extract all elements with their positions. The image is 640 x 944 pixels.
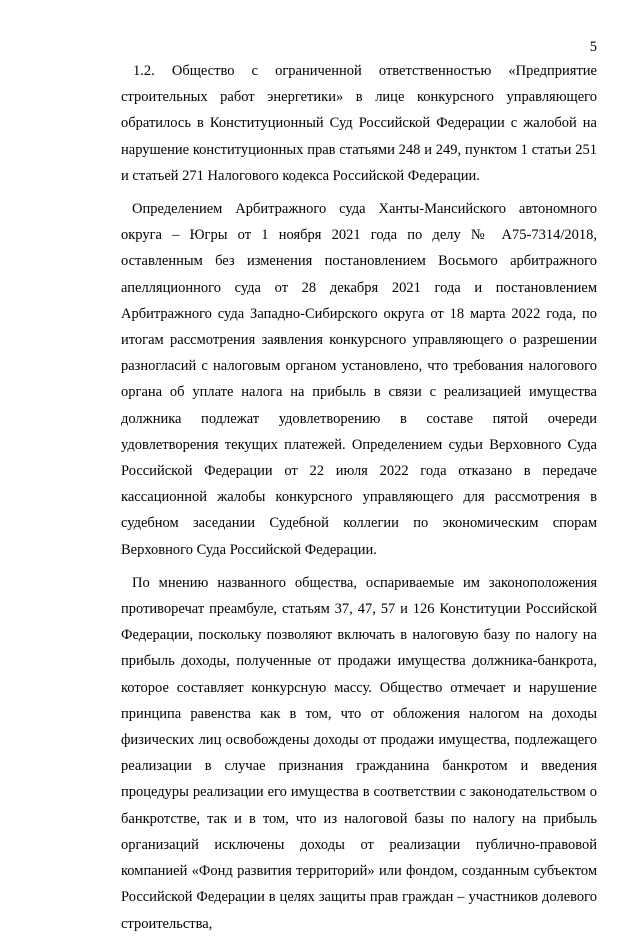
paragraph-1-2-complaint: 1.2. Общество с ограниченной ответственностью «Предприятие строительных работ энергетики» в лице конкурсного управляющего обратилось в Конституционный Суд Российской Федерации с жалобой на нарушение конституционных прав статьями 248 и 249, пунктом 1 статьи 251 и статьей 271 Налогового кодекса Российской Федерации. xyxy=(121,63,597,184)
paragraph-court-rulings: Определением Арбитражного суда Ханты-Мансийского автономного округа – Югры от 1 ноября 2021 года по делу № А75-7314/2018, оставленным без изменения постановлением Восьмого арбитражного апелляционного суда от 28 декабря 2021 года и постановлением Арбитражного суда Западно-Сибирского округа от 18 марта 2022 года, по итогам рассмотрения заявления конкурсного управляющего о разрешении разногласий с налоговым органом установлено, что требования налогового органа об уплате налога на прибыль в связи с реализацией имущества должника подлежат удовлетворению в составе пятой очереди удовлетворения текущих платежей. Определением судьи Верховного Суда Российской Федерации от 22 июля 2022 года отказано в передаче кассационной жалобы конкурсного управляющего для рассмотрения в судебном заседании Судебной коллегии по экономическим спорам Верховного Суда Российской Федерации. xyxy=(121,201,597,558)
paragraph-applicant-position: По мнению названного общества, оспариваемые им законоположения противоречат преамбуле, статьям 37, 47, 57 и 126 Конституции Российской Федерации, поскольку позволяют включать в налоговую базу по налогу на прибыль доходы, полученные от продажи имущества должника-банкрота, которое составляет конкурсную массу. Общество отмечает и нарушение принципа равенства как в том, что от обложения налогом на доходы физических лиц освобождены доходы от продажи имущества, подлежащего реализации в случае признания гражданина банкротом и введения процедуры реализации его имущества в соответствии с законодательством о банкротстве, так и в том, что из налоговой базы по налогу на прибыль организаций исключены доходы от реализации публично-правовой компанией «Фонд развития территорий» или фондом, созданным субъектом Российской Федерации в целях защиты прав граждан – участников долевого строительства, xyxy=(121,574,597,932)
page-number: 5 xyxy=(589,39,597,55)
body-text xyxy=(121,58,597,944)
